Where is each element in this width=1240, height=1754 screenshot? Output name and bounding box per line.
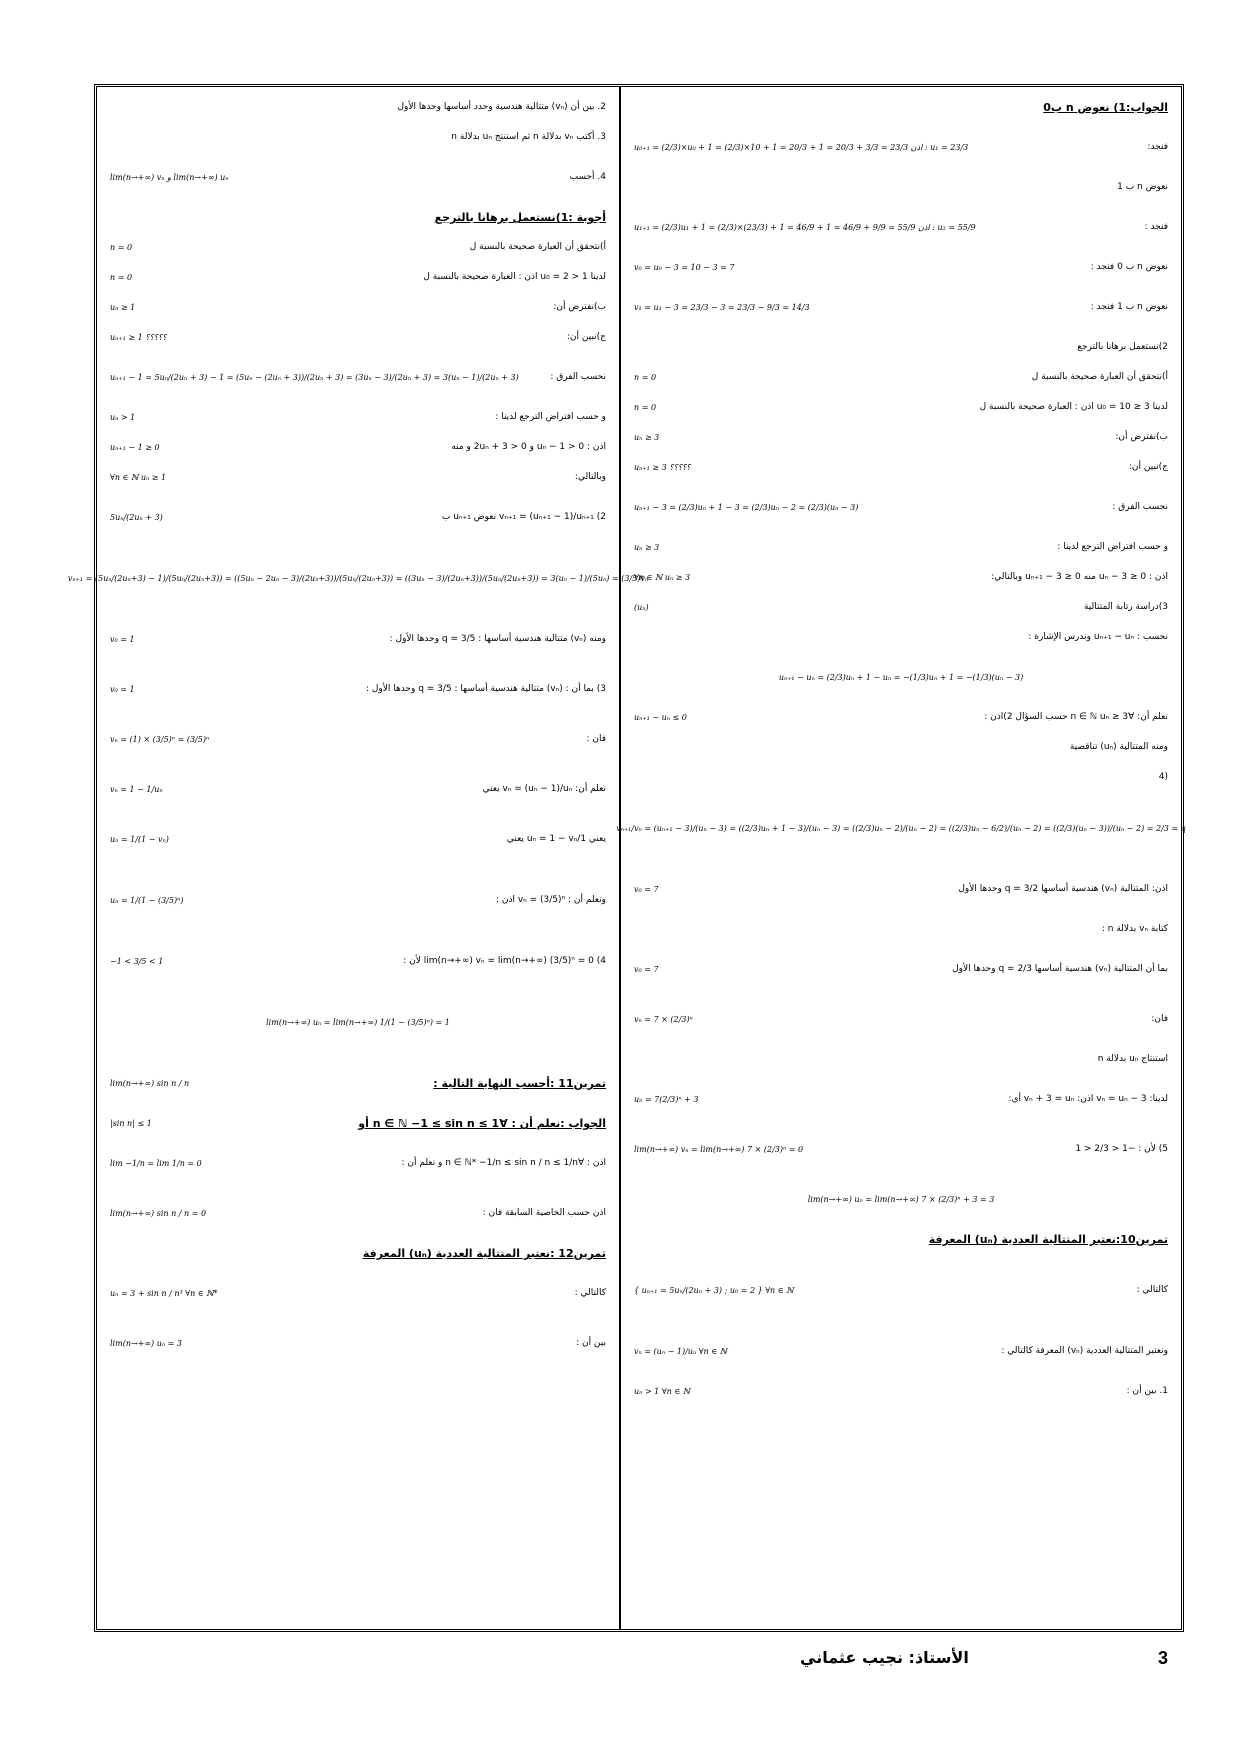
line-text: ب)نفترض أن: <box>553 302 606 313</box>
math-expression: lim(n→+∞) uₙ = 3 <box>110 1339 182 1348</box>
right-column-line <box>634 918 1168 942</box>
math-expression: { uₙ₊₁ = 5uₙ/(2uₙ + 3) ; u₀ = 2 } ∀n ∈ ℕ <box>634 1286 794 1295</box>
line-text: اذن : uₙ − 1 > 0 و 2uₙ + 3 > 0 و منه <box>451 442 606 453</box>
page-number: 3 <box>1158 1648 1169 1668</box>
right-column-line <box>634 1048 1168 1072</box>
line-text: نحسب الفرق : <box>550 372 606 383</box>
line-text: كالتالي : <box>1136 1285 1168 1296</box>
left-column-line <box>110 1242 606 1266</box>
line-text: فان: <box>1151 1014 1168 1025</box>
right-column-line <box>634 998 1168 1042</box>
math-expression: v₀ = u₀ − 3 = 10 − 3 = 7 <box>634 263 735 272</box>
right-column-line <box>634 868 1168 912</box>
math-expression: n = 0 <box>634 403 657 412</box>
right-column-line <box>634 426 1168 450</box>
left-column-line <box>110 126 606 150</box>
line-text: استنتاج uₙ بدلالة n <box>1097 1054 1168 1065</box>
math-expression: uₙ > 1 ∀n ∈ ℕ <box>634 1387 691 1396</box>
math-expression: −1 < 3/5 < 1 <box>110 957 164 966</box>
math-expression: n = 0 <box>110 273 133 282</box>
math-expression: lim(n→+∞) vₙ و lim(n→+∞) uₙ <box>110 173 229 182</box>
right-column-line <box>634 286 1168 330</box>
line-text: ونعتبر المتتالية العددية (vₙ) المعرفة كالتالي : <box>1001 1346 1168 1357</box>
left-column-line <box>110 1112 606 1136</box>
math-expression: uₙ₊₁ − 1 ≥ 0 <box>110 443 160 452</box>
math-expression: u₀₊₁ = (2/3)×u₀ + 1 = (2/3)×10 + 1 = 20/3 + 1 = 20/3 + 3/3 = 23/3 اذن : u₁ = 23/3 <box>634 143 969 152</box>
math-expression: lim(n→+∞) sin n / n <box>110 1079 190 1088</box>
math-expression: ∀n ∈ ℕ uₙ ≥ 1 <box>110 473 167 482</box>
left-column-line <box>110 96 606 120</box>
left-column-line <box>110 156 606 200</box>
math-expression: vₙ = (1) × (3/5)ⁿ = (3/5)ⁿ <box>110 735 210 744</box>
right-column-line <box>634 736 1168 760</box>
right-column-line <box>634 126 1168 170</box>
right-column <box>616 96 1186 1410</box>
left-column-line <box>110 406 606 430</box>
right-column-line <box>634 1258 1168 1324</box>
line-text: ب)نفترض أن: <box>1115 432 1168 443</box>
right-column-line <box>634 596 1168 620</box>
left-column-line <box>110 940 606 984</box>
line-text: اذن حسب الخاصية السابقة فان : <box>482 1208 606 1219</box>
math-expression: u₁₊₁ = (2/3)u₁ + 1 = (2/3)×(23/3) + 1 = 46/9 + 1 = 46/9 + 9/9 = 55/9 اذن : u₂ = 55/9 <box>634 223 976 232</box>
line-text: نعوض n ب 1 <box>1117 182 1168 193</box>
left-column-line <box>110 436 606 460</box>
math-expression: lim(n→+∞) sin n / n = 0 <box>110 1209 207 1218</box>
line-text: أ)نتحقق أن العبارة صحيحة بالنسبة ل <box>1031 372 1168 383</box>
left-column-line <box>110 326 606 350</box>
left-column-line <box>110 1272 606 1316</box>
line-text: يعني 1/uₙ = 1 − vₙ يعني <box>506 834 606 845</box>
math-expression: lim(n→+∞) uₙ = lim(n→+∞) 1/(1 − (3/5)ⁿ) = 1 <box>266 1018 450 1027</box>
right-column-line <box>634 766 1168 790</box>
math-expression: 5uₙ/(2uₙ + 3) <box>110 513 163 522</box>
math-expression: uₙ ≥ 3 <box>634 433 660 442</box>
left-column-line <box>110 668 606 712</box>
math-expression: uₙ ≥ 1 <box>110 303 136 312</box>
math-expression: uₙ = 1/(1 − (3/5)ⁿ) <box>110 896 184 905</box>
line-text: نعلم أن: vₙ = (uₙ − 1)/uₙ يعني <box>482 784 606 795</box>
line-text: اذن: المتتالية (vₙ) هندسية أساسها q = 3/2 وحدها الأول <box>958 884 1168 895</box>
math-expression: vₙ₊₁/vₙ = (uₙ₊₁ − 3)/(uₙ − 3) = ((2/3)uₙ + 1 − 3)/(uₙ − 3) = ((2/3)uₙ − 2)/(uₙ − 2) = ((2/3)uₙ − 6/2)/(uₙ − 2) = ((2/3)(uₙ − 3))/(uₙ − 2) = 2/3 = q <box>616 824 1186 833</box>
exercise-heading: تمرين12 :نعتبر المتتالية العددية (uₙ) المعرفة <box>362 1247 606 1261</box>
left-column-line <box>67 546 649 612</box>
column-divider <box>619 87 621 1629</box>
right-column-line <box>634 206 1168 250</box>
math-expression: lim −1/n = lim 1/n = 0 <box>110 1159 202 1168</box>
exercise-heading: تمرين11 :أحسب النهاية التالية : <box>433 1077 606 1091</box>
line-text: فنجد : <box>1144 222 1168 233</box>
right-column-line <box>634 948 1168 992</box>
line-text: 3. أكتب vₙ بدلالة n ثم استنتج uₙ بدلالة n <box>451 132 606 143</box>
line-text: اذن : ∀n ∈ ℕ* −1/n ≤ sin n / n ≤ 1/n و نعلم أن : <box>401 1158 606 1169</box>
line-text: بما أن المتتالية (vₙ) هندسية أساسها q = 2/3 وحدها الأول <box>952 964 1168 975</box>
left-column-line <box>110 356 606 400</box>
left-column-line <box>110 718 606 762</box>
right-column-line <box>634 706 1168 730</box>
exercise-heading: الجواب:1) نعوض n ب0 <box>1043 101 1168 115</box>
right-column-line <box>634 96 1168 120</box>
right-column-line <box>634 626 1168 650</box>
line-text: 2)نستعمل برهانا بالترجع <box>1077 342 1168 353</box>
left-column-line <box>110 768 606 812</box>
math-expression: |sin n| ≤ 1 <box>110 1119 152 1128</box>
left-column-line <box>110 236 606 260</box>
line-text: أ)نتحقق أن العبارة صحيحة بالنسبة ل <box>469 242 606 253</box>
math-expression: n = 0 <box>110 243 133 252</box>
math-expression: uₙ₊₁ ≥ 3 ؟؟؟؟؟ <box>634 463 691 472</box>
math-expression: n = 0 <box>634 373 657 382</box>
line-text: وبالتالي: <box>574 472 606 483</box>
line-text: 2. بين أن (vₙ) متتالية هندسية وحدد أساسها وحدها الأول <box>397 102 606 113</box>
math-expression: v₀ = 1 <box>110 685 135 694</box>
line-text: 5) لأن : −1 < 2/3 < 1 <box>1075 1144 1168 1155</box>
right-column-line <box>634 1078 1168 1122</box>
line-text: (4 <box>1158 772 1168 783</box>
math-expression: uₙ₊₁ − 3 = (2/3)uₙ + 1 − 3 = (2/3)uₙ − 2 = (2/3)(uₙ − 3) <box>634 503 859 512</box>
left-column-line <box>110 296 606 320</box>
math-expression: uₙ₊₁ ≥ 1 ؟؟؟؟؟ <box>110 333 167 342</box>
line-text: ونعلم أن : vₙ = (3/5)ⁿ اذن : <box>495 895 606 906</box>
right-column-line <box>634 486 1168 530</box>
line-text: 2) vₙ₊₁ = (uₙ₊₁ − 1)/uₙ₊₁ نعوض uₙ₊₁ ب <box>441 512 606 523</box>
math-expression: uₙ = 1/(1 − vₙ) <box>110 835 169 844</box>
left-column-line <box>110 466 606 490</box>
right-column-line <box>634 1128 1168 1172</box>
right-column-line <box>634 1228 1168 1252</box>
left-column-line <box>110 868 606 934</box>
line-text: 3) بما أن : (vₙ) متتالية هندسية أساسها : q = 3/5 وحدها الأول : <box>365 684 606 695</box>
line-text: نحسب : uₙ₊₁ − uₙ وندرس الإشارة : <box>1028 632 1168 643</box>
line-text: و حسب افتراض الترجع لدينا : <box>495 412 606 423</box>
exercise-heading: الجواب :نعلم أن : ∀n ∈ ℕ −1 ≤ sin n ≤ 1 أو <box>358 1117 606 1131</box>
exercise-heading: أجوبة :1)نستعمل برهانا بالترجع <box>434 211 606 225</box>
line-text: لدينا: vₙ = uₙ − 3 اذن: vₙ + 3 = uₙ أي: <box>1008 1094 1168 1105</box>
right-column-line <box>634 1178 1168 1222</box>
right-column-line <box>634 1330 1168 1374</box>
math-expression: vₙ = (uₙ − 1)/uₙ ∀n ∈ ℕ <box>634 1347 727 1356</box>
line-text: 4) lim(n→+∞) vₙ = lim(n→+∞) (3/5)ⁿ = 0 لأن : <box>403 956 606 967</box>
line-text: نعوض n ب 0 فنجد : <box>1090 262 1168 273</box>
line-text: ج)نبين أن: <box>1128 462 1168 473</box>
math-expression: uₙ₊₁ − 1 = 5uₙ/(2uₙ + 3) − 1 = (5uₙ − (2uₙ + 3))/(2uₙ + 3) = (3uₙ − 3)/(2uₙ + 3) = 3(uₙ − 1)/(2uₙ + 3) <box>110 373 519 382</box>
math-expression: vₙ = 7 × (2/3)ⁿ <box>634 1015 693 1024</box>
author-name: الأستاذ: نجيب عثماني <box>800 1648 969 1667</box>
right-column-line <box>634 456 1168 480</box>
math-expression: uₙ₊₁ − uₙ ≤ 0 <box>634 713 687 722</box>
line-text: 3)دراسة رتابة المتتالية <box>1083 602 1168 613</box>
left-column-line <box>110 496 606 540</box>
math-expression: uₙ = 7(2/3)ⁿ + 3 <box>634 1095 699 1104</box>
left-column-line <box>110 206 606 230</box>
math-expression: uₙ > 1 <box>110 413 136 422</box>
math-expression: v₀ = 7 <box>634 885 659 894</box>
line-text: نعلم أن: ∀n ∈ ℕ uₙ ≥ 3 حسب السؤال 2)اذن : <box>984 712 1168 723</box>
math-expression: vₙ₊₁ = (5uₙ/(2uₙ+3) − 1)/(5uₙ/(2uₙ+3)) = ((5uₙ − 2uₙ − 3)/(2uₙ+3))/(5uₙ/(2uₙ+3)) = ((3uₙ − 3)/(2uₙ+3))/(5uₙ/(2uₙ+3)) = 3(uₙ − 1)/(5uₙ) = (3/5)vₙ <box>67 574 649 583</box>
line-text: ومنه المتتالية (uₙ) تناقصية <box>1069 742 1168 753</box>
math-expression: v₁ = u₁ − 3 = 23/3 − 3 = 23/3 − 9/3 = 14/3 <box>634 303 810 312</box>
line-text: و حسب افتراض الترجع لدينا : <box>1057 542 1168 553</box>
line-text: فان : <box>586 734 606 745</box>
math-expression: uₙ₊₁ − uₙ = (2/3)uₙ + 1 − uₙ = −(1/3)uₙ + 1 = −(1/3)(uₙ − 3) <box>778 673 1024 682</box>
line-text: لدينا u₀ = 10 ≥ 3 اذن : العبارة صحيحة بالنسبة ل <box>979 402 1168 413</box>
right-column-line <box>634 656 1168 700</box>
line-text: لدينا u₀ = 2 > 1 اذن : العبارة صحيحة بالنسبة ل <box>423 272 606 283</box>
math-expression: uₙ ≥ 3 <box>634 543 660 552</box>
line-text: 1. بين أن : <box>1126 1386 1168 1397</box>
line-text: ج)نبين أن: <box>566 332 606 343</box>
left-column-line <box>110 818 606 862</box>
right-column-line <box>634 536 1168 560</box>
math-expression: lim(n→+∞) uₙ = lim(n→+∞) 7 × (2/3)ⁿ + 3 = 3 <box>807 1195 995 1204</box>
line-text: كتابة vₙ بدلالة n : <box>1101 924 1168 935</box>
right-column-line <box>634 176 1168 200</box>
right-column-line <box>634 396 1168 420</box>
line-text: نحسب الفرق : <box>1112 502 1168 513</box>
line-text: فنجد: <box>1147 142 1168 153</box>
line-text: ومنه (vₙ) متتالية هندسية أساسها : q = 3/5 وحدها الأول : <box>389 634 606 645</box>
left-column-line <box>110 1062 606 1106</box>
line-text: 4. أحسب <box>569 172 606 183</box>
right-column-line <box>634 1380 1168 1404</box>
math-expression: v₀ = 7 <box>634 965 659 974</box>
page-footer <box>0 1648 1240 1678</box>
left-column-line <box>110 1192 606 1236</box>
left-column-line <box>110 266 606 290</box>
math-expression: ∀n ∈ ℕ uₙ ≥ 3 <box>634 573 691 582</box>
left-column-line <box>110 618 606 662</box>
right-column-line <box>634 256 1168 280</box>
line-text: اذن : uₙ − 3 ≥ 0 منه uₙ₊₁ − 3 ≥ 0 وبالتالي: <box>991 572 1168 583</box>
right-column-line <box>634 566 1168 590</box>
left-column-line <box>110 990 606 1056</box>
line-text: كالتالي : <box>574 1288 606 1299</box>
right-column-line <box>634 366 1168 390</box>
math-expression: vₙ = 1 − 1/uₙ <box>110 785 163 794</box>
line-text: بين أن : <box>576 1338 606 1349</box>
left-column-line <box>110 1322 606 1366</box>
right-column-line <box>616 796 1186 862</box>
right-column-line <box>634 336 1168 360</box>
math-expression: lim(n→+∞) vₙ = lim(n→+∞) 7 × (2/3)ⁿ = 0 <box>634 1145 804 1154</box>
left-column-line <box>110 1142 606 1186</box>
line-text: نعوض n ب 1 فنجد : <box>1090 302 1168 313</box>
math-expression: (uₙ) <box>634 603 649 612</box>
math-expression: uₙ = 3 + sin n / n³ ∀n ∈ ℕ* <box>110 1289 218 1298</box>
exercise-heading: تمرين10:نعتبر المتتالية العددية (uₙ) المعرفة <box>928 1233 1168 1247</box>
math-expression: v₀ = 1 <box>110 635 135 644</box>
